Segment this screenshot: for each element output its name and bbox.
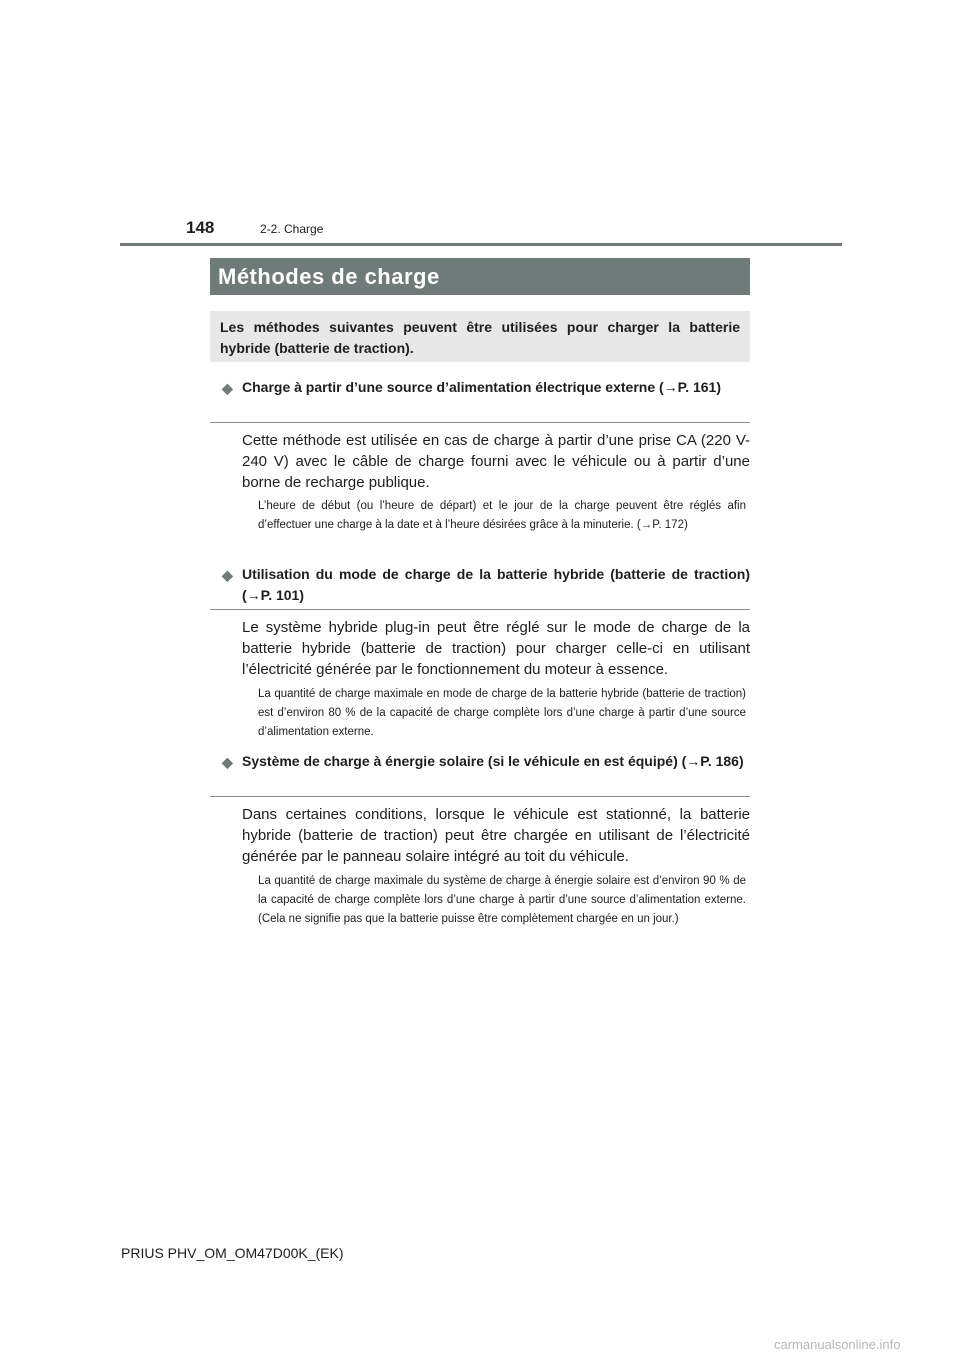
item-heading-2 — [222, 564, 750, 606]
item-divider — [210, 796, 750, 797]
item-note-2: La quantité de charge maximale en mode de charge de la batterie hybride (batterie de traction) est d’environ 80 % de la capacité de charge complète lors d’une charge à partir d’une source d’alimentation externe. — [258, 688, 746, 738]
item-heading-text: Utilisation du mode de charge de la batterie hybride (batterie de traction) (→P. 101) — [242, 566, 750, 603]
item-body-3: Dans certaines conditions, lorsque le véhicule est stationné, la batterie hybride (batterie de traction) peut être chargée en utilisant de l’électricité générée par le panneau solaire intégré au toit du véhicule. — [242, 806, 750, 865]
item-body-2: Le système hybride plug-in peut être réglé sur le mode de charge de la batterie hybride (batterie de traction) pour charger celle-ci en utilisant l’électricité générée par le fonctionnement du moteur à essence. — [242, 619, 750, 678]
item-divider — [210, 422, 750, 423]
item-note-1: L’heure de début (ou l’heure de départ) et le jour de la charge peuvent être réglés afin d’effectuer une charge à la date et à l’heure désirées grâce à la minuterie. (→P. 172) — [258, 500, 746, 531]
item-heading-text: Système de charge à énergie solaire (si le véhicule en est équipé) (→P. 186) — [242, 753, 744, 769]
item-divider — [210, 609, 750, 610]
section-label: 2-2. Charge — [260, 222, 324, 236]
item-heading-text: Charge à partir d’une source d’alimentation électrique externe (→P. 161) — [242, 379, 722, 395]
page-title: Méthodes de charge — [210, 258, 750, 295]
diamond-bullet-icon: ◆ — [222, 567, 233, 583]
item-heading-3 — [222, 751, 750, 772]
footer-document-code: PRIUS PHV_OM_OM47D00K_(EK) — [121, 1245, 344, 1261]
item-body-1: Cette méthode est utilisée en cas de charge à partir d’une prise CA (220 V-240 V) avec le câble de charge fourni avec le véhicule ou à partir d’une borne de recharge publique. — [242, 432, 750, 491]
item-note-3: La quantité de charge maximale du système de charge à énergie solaire est d’environ 90 % de la capacité de charge complète lors d’une charge à partir d’une source d’alimentation externe. (Cela ne signifie pas que la batterie puisse être complètement chargée en un jour.) — [258, 875, 746, 925]
diamond-bullet-icon: ◆ — [222, 380, 233, 396]
intro-box: Les méthodes suivantes peuvent être utilisées pour charger la batterie hybride (batterie de traction). — [210, 311, 750, 362]
item-heading-1 — [222, 377, 750, 398]
diamond-bullet-icon: ◆ — [222, 754, 233, 770]
header-divider — [120, 243, 842, 246]
page-number: 148 — [186, 218, 215, 237]
watermark: carmanualsonline.info — [774, 1337, 901, 1352]
